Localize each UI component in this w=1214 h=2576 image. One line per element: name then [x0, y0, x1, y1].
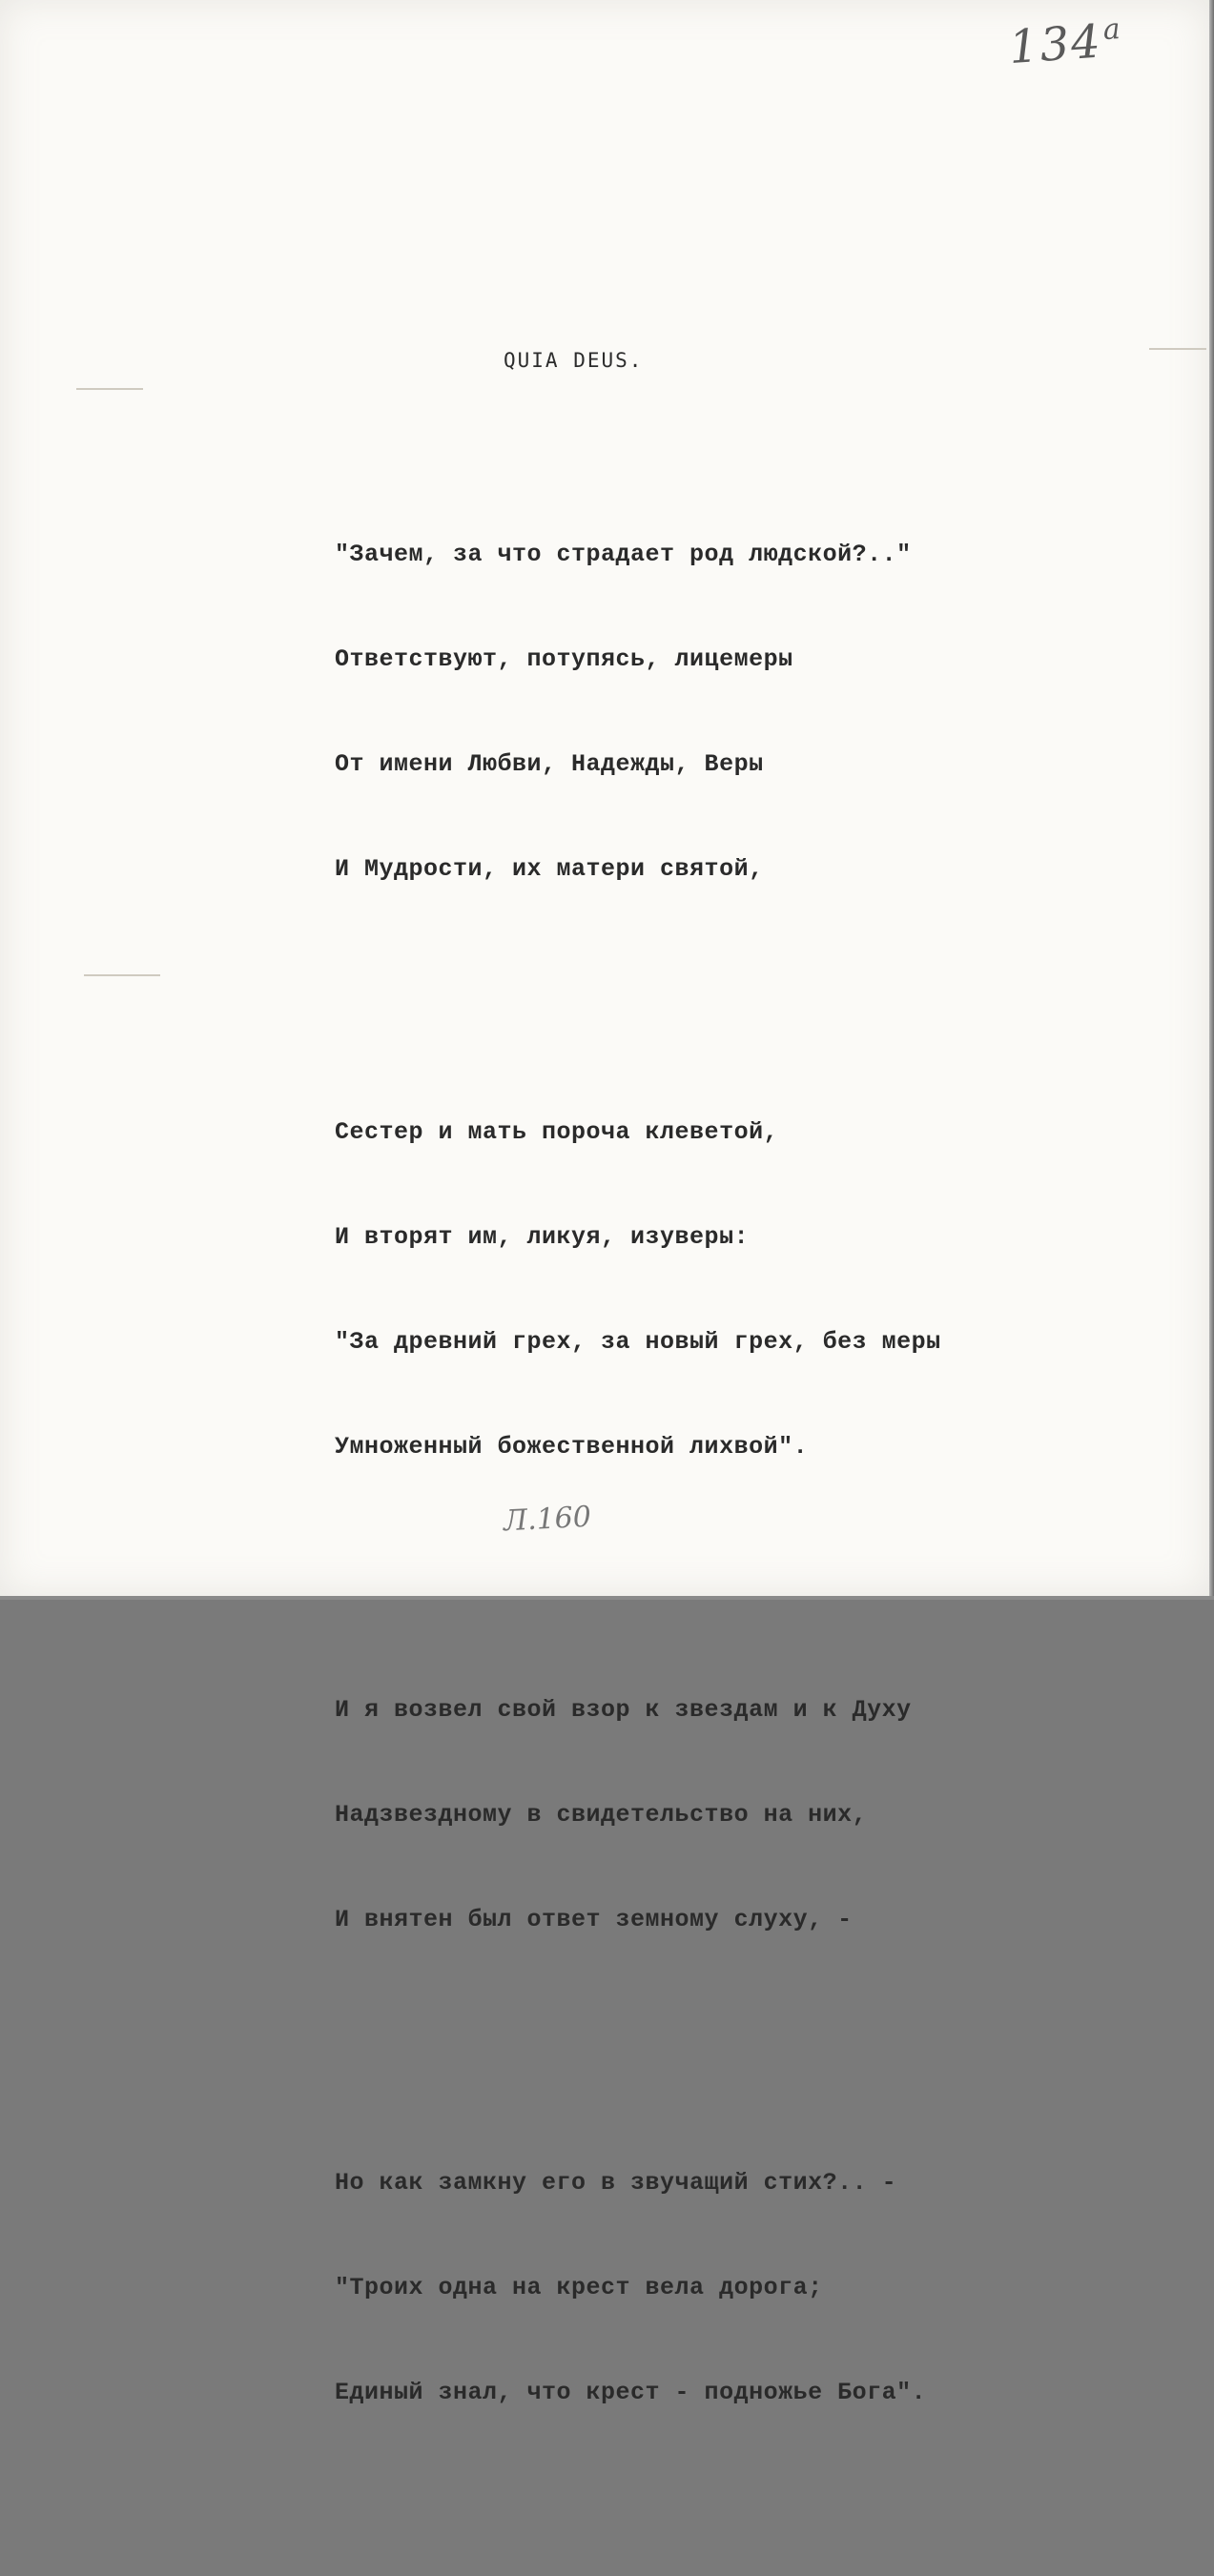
poem-line: Умноженный божественной лихвой".	[335, 1433, 809, 1461]
poem-line: Но как замкну его в звучащий стих?.. -	[335, 2169, 897, 2197]
poem-line: И Мудрости, их матери святой,	[335, 855, 764, 883]
poem-line: От имени Любви, Надежды, Веры	[335, 750, 764, 778]
poem-line: Единый знал, что крест - подножье Бога".	[335, 2379, 927, 2406]
stanza-3	[335, 1630, 941, 2000]
poem-line: И внятен был ответ земному слуху, -	[335, 1906, 853, 1933]
archive-mark: Л.160	[503, 1500, 592, 1539]
stanza-1	[335, 475, 941, 950]
poem-line: Сестер и мать пороча клеветой,	[335, 1118, 779, 1146]
paper-smudge	[84, 974, 160, 976]
poem-line: И вторят им, ликуя, изуверы:	[335, 1223, 750, 1251]
poem-title: QUIA DEUS.	[504, 349, 644, 372]
folio-number: 134$^a$	[1007, 11, 1123, 75]
page-edge	[0, 1596, 1214, 1600]
poem-line: И я возвел свой взор к звездам и к Духу	[335, 1696, 912, 1724]
poem-line: Надзвездному в свидетельство на них,	[335, 1801, 868, 1829]
page-edge	[1209, 0, 1214, 1600]
poem-body	[335, 419, 941, 2576]
stanza-4	[335, 2103, 941, 2473]
poem-line: Ответствуют, потупясь, лицемеры	[335, 645, 793, 673]
stanza-2	[335, 1053, 941, 1527]
paper-smudge	[76, 388, 143, 390]
poem-line: "Зачем, за что страдает род людской?.."	[335, 541, 912, 568]
poem-line: "За древний грех, за новый грех, без меры	[335, 1328, 941, 1356]
poem-line: "Троих одна на крест вела дорога;	[335, 2274, 823, 2301]
paper-smudge	[1149, 348, 1206, 350]
